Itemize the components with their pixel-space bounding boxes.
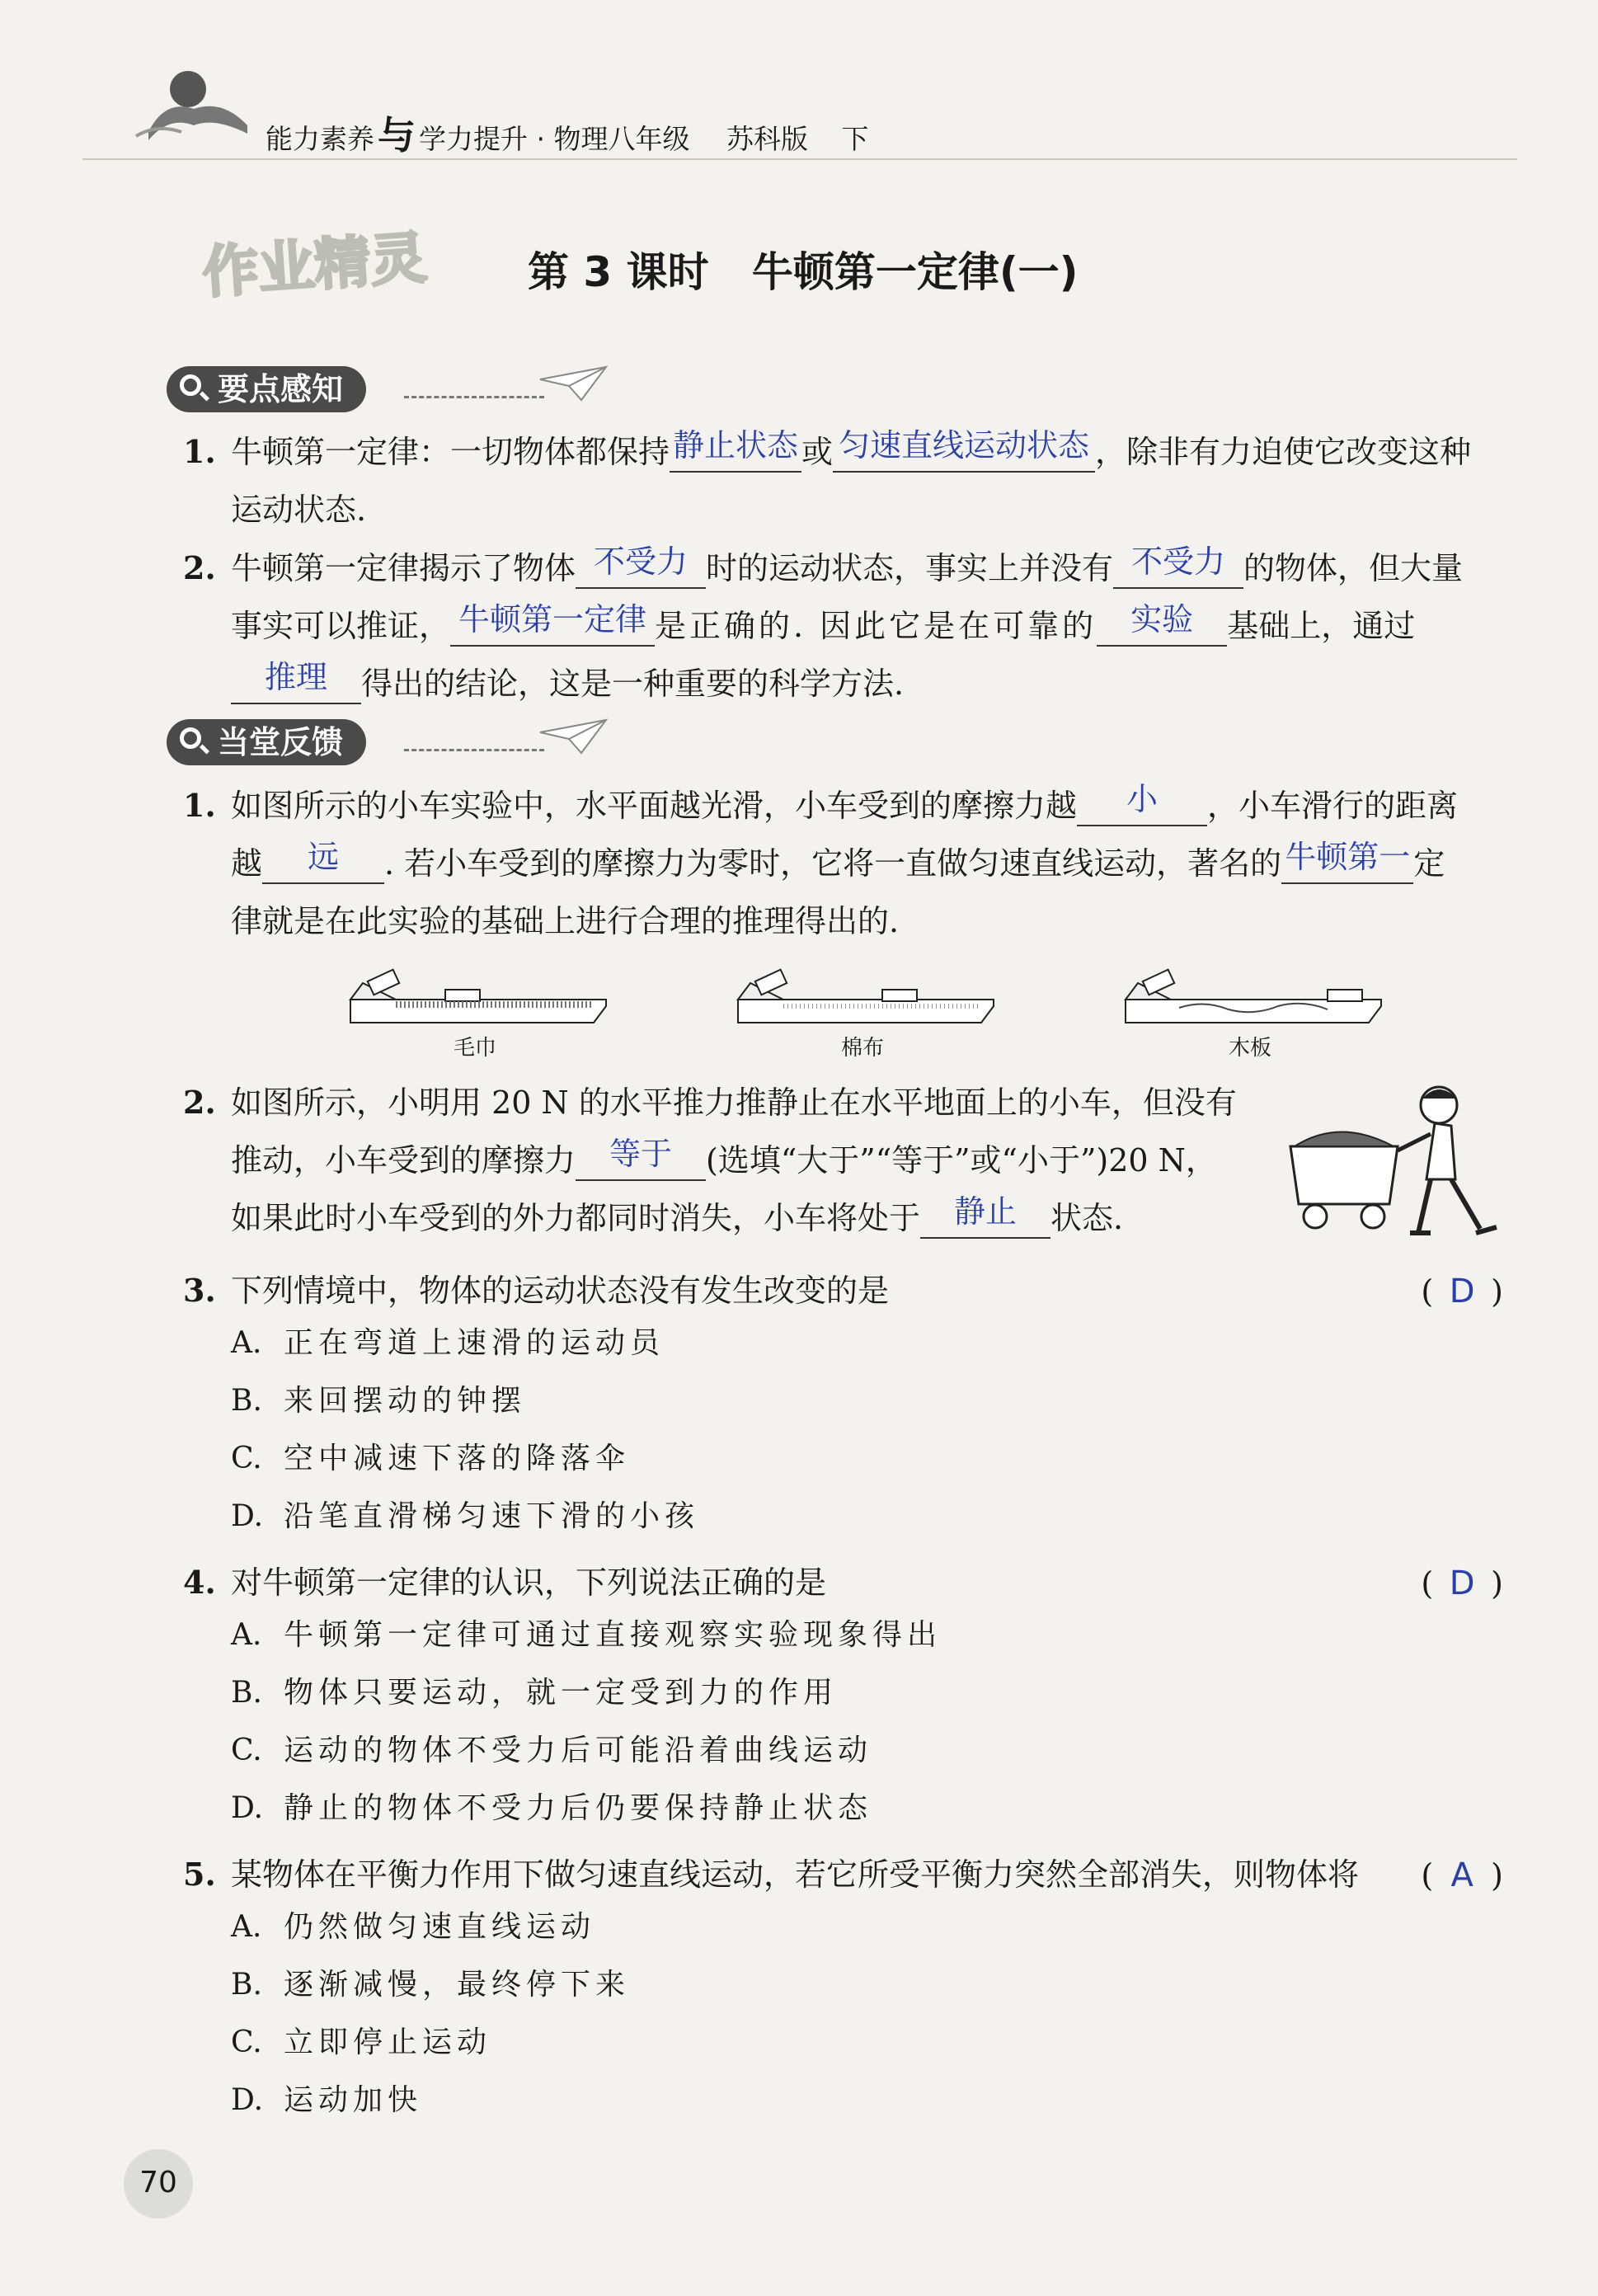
option-label: C. [231,1734,262,1767]
question-1-line-1: 1. 牛顿第一定律：一切物体都保持 静止状态 或 匀速直线运动状态 ，除非有力迫使它改变这种 [183,423,1471,481]
section-label: 当堂反馈 [218,724,344,760]
answer-blank[interactable]: 匀速直线运动状态 [833,435,1095,473]
page-number: 70 [139,2166,177,2200]
header-rule [82,158,1517,160]
question-1-line-2: 运动状态. [231,492,367,528]
book-title-yu: 与 [378,113,416,158]
paper-plane-icon [536,363,610,407]
option-a[interactable] [231,1320,665,1362]
boy-pushing-cart-illustration [1274,1080,1505,1245]
section-divider [404,749,544,751]
option-b[interactable] [231,1669,838,1711]
watermark-stamp: 作业精灵 [200,225,429,307]
answer-blank[interactable]: 不受力 [1113,551,1243,589]
feedback-q2-line-2: 推动，小车受到的摩擦力 等于 (选填“大于”“等于”或“小于”)20 N， [231,1132,1217,1189]
option-d[interactable] [231,1785,872,1827]
option-text: 运动加快 [284,2083,423,2117]
option-text: 物体只要运动，就一定受到力的作用 [284,1676,839,1710]
answer-blank[interactable]: 不受力 [576,551,706,589]
feedback-q1-line-1: 1. 如图所示的小车实验中，水平面越光滑，小车受到的摩擦力越 小 ，小车滑行的距离 [183,777,1458,835]
figure-caption: 木板 [1229,1036,1272,1061]
option-a[interactable] [231,1903,595,1945]
option-text: 运动的物体不受力后可能沿着曲线运动 [284,1734,873,1767]
section-tag-key-points [167,366,366,412]
header-logo [132,66,256,148]
answer-blank[interactable]: 远 [262,846,384,884]
feedback-q1-line-2: 越 远 . 若小车受到的摩擦力为零时，它将一直做匀速直线运动，著名的 牛顿第一 定 [231,835,1445,892]
option-a[interactable] [231,1611,942,1654]
answer-choice: D [1449,1273,1475,1310]
book-title: 能力素养 [266,123,374,155]
feedback-q1-line-3: 律就是在此实验的基础上进行合理的推理得出的. [231,903,900,939]
option-label: B. [231,1968,262,2002]
answer-blank[interactable]: 牛顿第一 [1281,846,1413,884]
option-label: A. [231,1910,262,1944]
option-label: C. [231,1442,262,1475]
volume: 下 [841,123,869,155]
option-text: 静止的物体不受力后仍要保持静止状态 [284,1791,873,1825]
option-label: D. [231,2083,264,2117]
option-text: 逐渐减慢，最终停下来 [284,1968,631,2002]
option-label: C. [231,2025,262,2059]
feedback-q2-line-1: 2. 如图所示，小明用 20 N 的水平推力推静止在水平地面上的小车，但没有 [183,1084,1237,1121]
question-2-line-1: 2. 牛顿第一定律揭示了物体 不受力 时的运动状态，事实上并没有 不受力 的物体，但大量 [183,539,1463,597]
magnifier-icon [180,727,201,749]
answer-choice: D [1449,1564,1475,1602]
answer-blank[interactable]: 等于 [576,1143,706,1181]
book-title-subject: 学力提升 · 物理八年级 [419,123,690,155]
paper-plane-icon [536,716,610,760]
option-b[interactable] [231,1377,526,1419]
option-label: B. [231,1676,262,1710]
answer-blank[interactable]: 静止 [920,1201,1050,1239]
feedback-q2-line-3: 如果此时小车受到的外力都同时消失，小车将处于 静止 状态. [231,1189,1123,1247]
figure-cotton-surface [734,967,998,1061]
option-text: 来回摆动的钟摆 [284,1384,527,1418]
question-2-line-3: 推理 得出的结论，这是一种重要的科学方法. [231,655,904,713]
lesson-title: 第 3 课时 牛顿第一定律(一) [528,248,1079,296]
option-text: 正在弯道上速滑的运动员 [284,1326,665,1360]
option-text: 空中减速下落的降落伞 [284,1442,631,1475]
option-label: B. [231,1384,262,1418]
question-5-stem: 5. 某物体在平衡力作用下做匀速直线运动，若它所受平衡力突然全部消失，则物体将 [183,1856,1360,1893]
option-label: D. [231,1791,264,1825]
header-title [266,106,868,160]
answer-blank[interactable]: 小 [1077,788,1207,826]
option-d[interactable] [231,2077,422,2119]
option-c[interactable] [231,1435,630,1477]
option-c[interactable] [231,2019,491,2061]
edition: 苏科版 [726,123,808,155]
option-label: A. [231,1326,262,1360]
answer-bracket-q5[interactable]: ( A ) [1421,1856,1503,1894]
option-d[interactable] [231,1493,699,1535]
answer-blank[interactable]: 实验 [1097,609,1227,647]
answer-blank[interactable]: 牛顿第一定律 [450,609,655,647]
option-text: 立即停止运动 [284,2025,492,2059]
figure-towel-surface [346,967,610,1061]
option-text: 牛顿第一定律可通过直接观察实验现象得出 [284,1618,942,1652]
figure-wood-surface [1121,967,1385,1061]
question-3-stem: 3. 下列情境中，物体的运动状态没有发生改变的是 [183,1272,890,1309]
option-text: 沿笔直滑梯匀速下滑的小孩 [284,1499,700,1533]
answer-bracket-q4[interactable]: ( D ) [1421,1564,1503,1602]
figure-caption: 棉布 [841,1036,885,1061]
option-text: 仍然做匀速直线运动 [284,1910,596,1944]
option-label: A. [231,1618,262,1652]
section-divider [404,396,544,398]
question-4-stem: 4. 对牛顿第一定律的认识，下列说法正确的是 [183,1564,827,1601]
figure-caption: 毛巾 [454,1036,497,1061]
question-2-line-2: 事实可以推证， 牛顿第一定律 是正确的. 因此它是在可靠的 实验 基础上，通过 [231,597,1415,655]
answer-blank[interactable]: 推理 [231,666,361,704]
section-label: 要点感知 [218,371,344,407]
section-tag-classroom-feedback [167,719,366,765]
answer-choice: A [1450,1856,1473,1894]
option-c[interactable] [231,1727,872,1769]
option-b[interactable] [231,1961,630,2003]
magnifier-icon [180,374,201,396]
option-label: D. [231,1499,264,1533]
answer-blank[interactable]: 静止状态 [670,435,801,473]
answer-bracket-q3[interactable]: ( D ) [1421,1273,1503,1310]
